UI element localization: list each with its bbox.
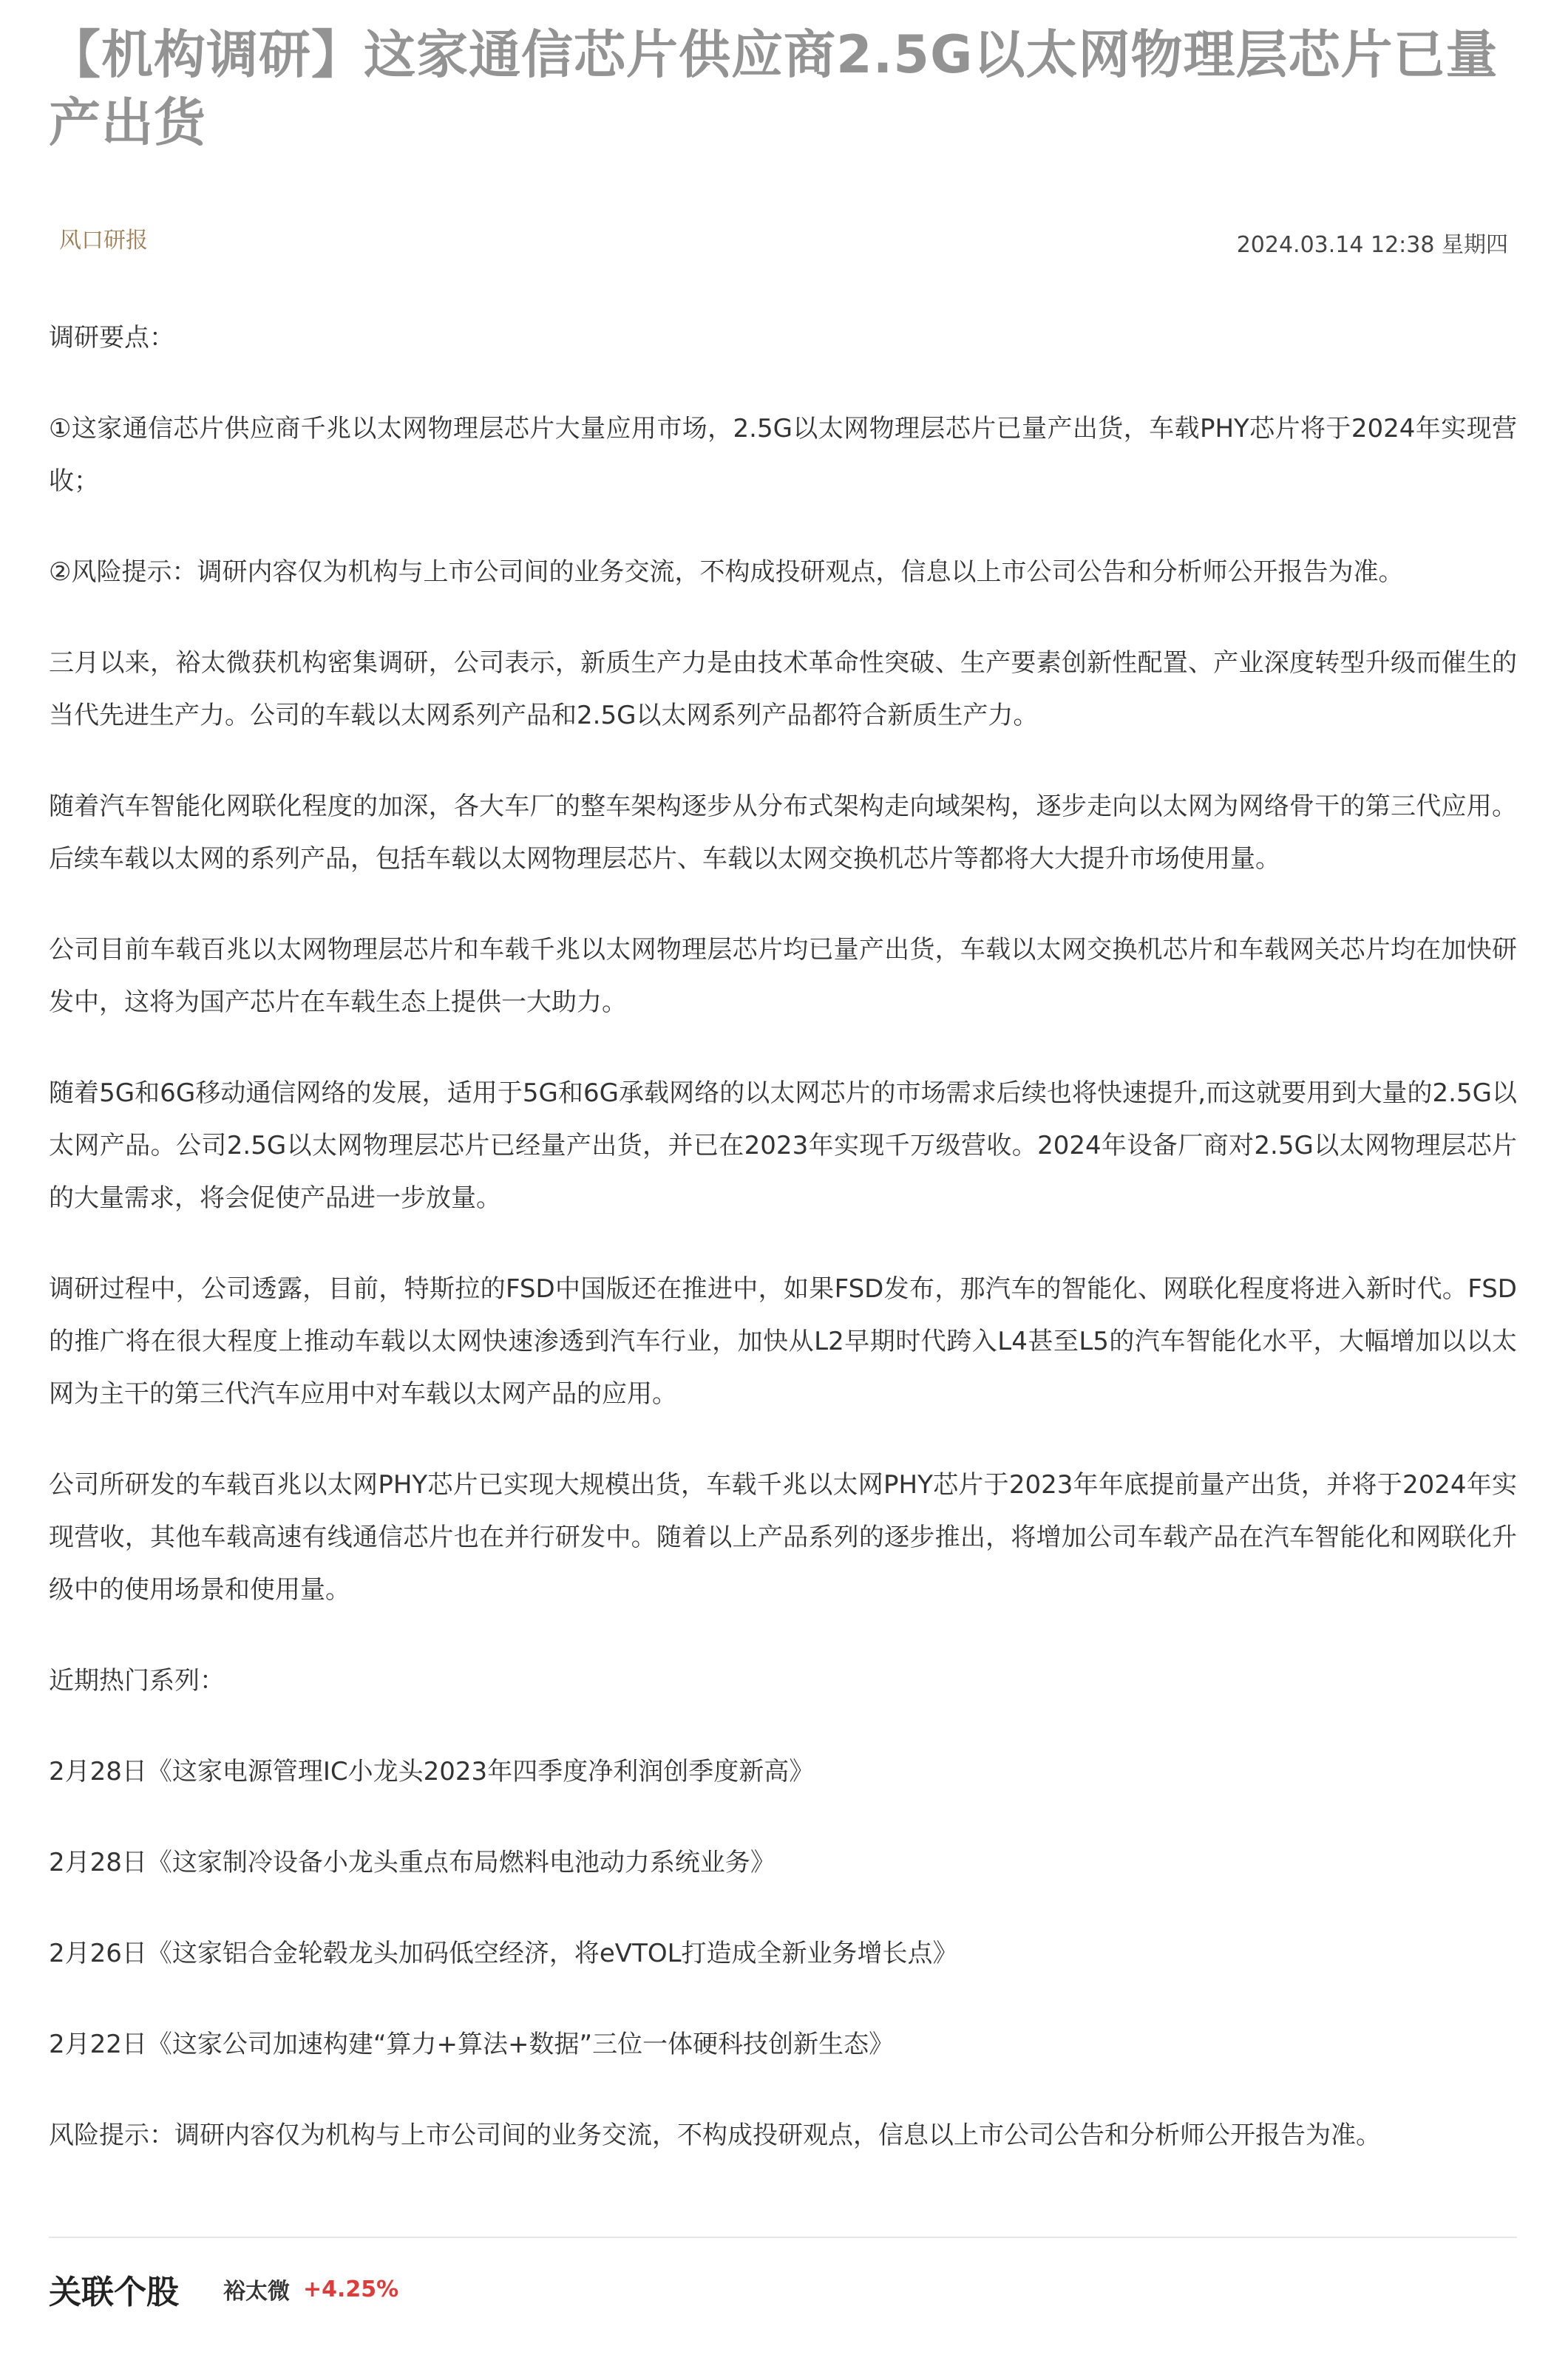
paragraph: 随着汽车智能化网联化程度的加深，各大车厂的整车架构逐步从分布式架构走向域架构，逐步走向以太网为网络骨干的第三代应用。后续车载以太网的系列产品，包括车载以太网物理层芯片、车载以太网交换机芯片等都将大大提升市场使用量。 — [49, 792, 1517, 874]
hot-series-label: 近期热门系列： — [49, 1666, 225, 1696]
stock-name[interactable]: 裕太微 — [223, 2279, 290, 2305]
article-body — [49, 312, 1517, 2162]
article-page — [49, 0, 1517, 2200]
hot-series-item[interactable]: 2月26日《这家铝合金轮毂龙头加码低空经济，将eVTOL打造成全新业务增长点》 — [49, 1939, 958, 1968]
hot-series-item[interactable]: 2月28日《这家电源管理IC小龙头2023年四季度净利润创季度新高》 — [49, 1757, 815, 1786]
article-meta — [49, 157, 1517, 258]
stock-change: +4.25% — [303, 2276, 399, 2302]
related-stocks-title: 关联个股 — [49, 2274, 179, 2311]
source-link[interactable]: 风口研报 — [59, 228, 148, 254]
paragraph: 随着5G和6G移动通信网络的发展，适用于5G和6G承载网络的以太网芯片的市场需求后续也将快速提升,而这就要用到大量的2.5G以太网产品。公司2.5G以太网物理层芯片已经量产出货，并已在2023年实现千万级营收。2024年设备厂商对2.5G以太网物理层芯片的大量需求，将会促使产品进一步放量。 — [49, 1078, 1517, 1213]
paragraph: 调研要点： — [49, 323, 174, 353]
paragraph: ②风险提示：调研内容仅为机构与上市公司间的业务交流，不构成投研观点，信息以上市公司公告和分析师公开报告为准。 — [49, 557, 1404, 587]
paragraph: 调研过程中，公司透露，目前，特斯拉的FSD中国版还在推进中，如果FSD发布，那汽车的智能化、网联化程度将进入新时代。FSD的推广将在很大程度上推动车载以太网快速渗透到汽车行业，加快从L2早期时代跨入L4甚至L5的汽车智能化水平，大幅增加以以太网为主干的第三代汽车应用中对车载以太网产品的应用。 — [49, 1274, 1517, 1409]
related-stocks — [49, 2263, 398, 2315]
paragraph: 公司所研发的车载百兆以太网PHY芯片已实现大规模出货，车载千兆以太网PHY芯片于2023年年底提前量产出货，并将于2024年实现营收，其他车载高速有线通信芯片也在并行研发中。随着以上产品系列的逐步推出，将增加公司车载产品在汽车智能化和网联化升级中的使用场景和使用量。 — [49, 1470, 1517, 1605]
risk-note: 风险提示：调研内容仅为机构与上市公司间的业务交流，不构成投研观点，信息以上市公司公告和分析师公开报告为准。 — [49, 2121, 1381, 2150]
hot-series-list — [49, 1746, 1517, 2071]
article-title: 【机构调研】这家通信芯片供应商2.5G以太网物理层芯片已量产出货 — [49, 24, 1499, 153]
publish-datetime: 2024.03.14 12:38 星期四 — [1236, 232, 1508, 258]
section-divider — [49, 2237, 1517, 2238]
hot-series-item[interactable]: 2月22日《这家公司加速构建“算力+算法+数据”三位一体硬科技创新生态》 — [49, 2030, 895, 2059]
paragraph: 三月以来，裕太微获机构密集调研，公司表示，新质生产力是由技术革命性突破、生产要素创新性配置、产业深度转型升级而催生的当代先进生产力。公司的车载以太网系列产品和2.5G以太网系列产品都符合新质生产力。 — [49, 648, 1517, 730]
paragraph: ①这家通信芯片供应商千兆以太网物理层芯片大量应用市场，2.5G以太网物理层芯片已量产出货，车载PHY芯片将于2024年实现营收； — [49, 414, 1517, 496]
hot-series-item[interactable]: 2月28日《这家制冷设备小龙头重点布局燃料电池动力系统业务》 — [49, 1848, 776, 1877]
paragraph: 公司目前车载百兆以太网物理层芯片和车载千兆以太网物理层芯片均已量产出货，车载以太网交换机芯片和车载网关芯片均在加快研发中，这将为国产芯片在车载生态上提供一大助力。 — [49, 935, 1517, 1017]
